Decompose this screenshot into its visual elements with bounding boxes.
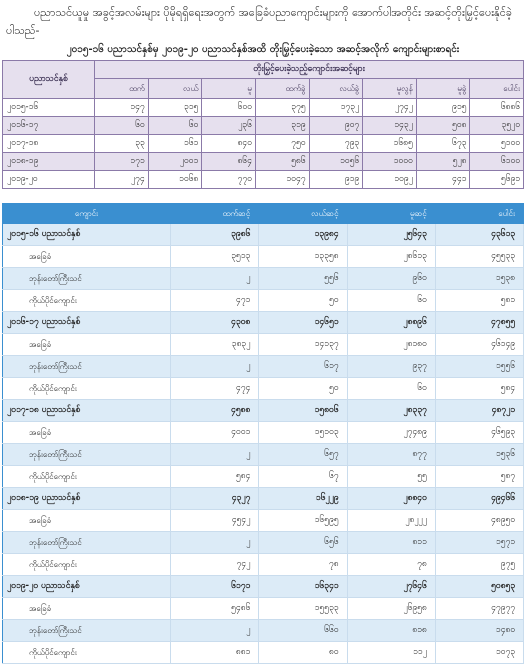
count-cell: ၅၈၆ [255, 153, 309, 171]
count-cell: ၄၅၄၂ [171, 510, 259, 532]
count-cell: ၁၄၃၂ [363, 117, 417, 135]
count-cell: ၁၀၅၆ [309, 153, 363, 171]
count-cell: ၉၃၇ [347, 356, 435, 378]
count-cell: ၁၀၇၃ [435, 642, 523, 664]
column-header: ကျောင်း [3, 204, 171, 224]
year-total-row [3, 576, 524, 598]
count-cell: ၄၈၉၅၀ [435, 510, 523, 532]
school-type-row [3, 642, 524, 664]
year-column-header: ပညာသင်နှစ် [3, 61, 95, 99]
total-cell: ၅၀၈၅၃ [435, 576, 523, 598]
count-cell: ၈၁၁ [347, 532, 435, 554]
count-cell: ၂ [171, 620, 259, 642]
count-cell: ၂၇၄၈၉ [347, 422, 435, 444]
year-cell: ၂၀၁၈-၁၉ [3, 153, 95, 171]
count-cell: ၇၅၀ [255, 135, 309, 153]
total-cell: ၁၃၉၈၄ [259, 224, 347, 246]
year-label: ၂၀၁၆-၁၇ ပညာသင်နှစ် [3, 312, 171, 334]
count-cell: ၁၃၃၅၈ [259, 246, 347, 268]
count-cell: ၁၅၅၆ [435, 356, 523, 378]
year-cell: ၂၀၁၉-၂၀ [3, 171, 95, 189]
count-cell: ၁၆၈၅ [363, 135, 417, 153]
count-cell: ၄၅၅၃၃ [435, 246, 523, 268]
column-header: ထက်ဆင့် [171, 204, 259, 224]
school-type-row [3, 246, 524, 268]
count-cell: ၁၆၅၉၅ [259, 510, 347, 532]
count-cell: ၃၅၁၃ [171, 246, 259, 268]
upgraded-schools-by-year-table [2, 60, 524, 189]
count-cell: ၂၃၆ [202, 117, 256, 135]
count-cell: ၂ [171, 444, 259, 466]
year-total-row [3, 400, 524, 422]
count-cell: ၂၈၁၈၀ [347, 334, 435, 356]
count-cell: ၁၀၆၈ [148, 171, 202, 189]
total-cell: ၄၇၈၅၅ [435, 312, 523, 334]
count-cell: ၁၄၇ [95, 99, 149, 117]
count-cell: ၇၇၀ [202, 171, 256, 189]
total-cell: ၂၇၆၄၆ [347, 576, 435, 598]
school-type-row [3, 444, 524, 466]
count-cell: ၇၉၃ [309, 135, 363, 153]
count-cell: ၈၆၄ [202, 153, 256, 171]
year-label: ၂၀၁၉-၂၀ ပညာသင်နှစ် [3, 576, 171, 598]
count-cell: ၄၇၄ [171, 378, 259, 400]
count-cell: ၂၇၄၂ [363, 99, 417, 117]
column-header: လယ်ဆင့် [259, 204, 347, 224]
count-cell: ၉၆၀ [347, 268, 435, 290]
year-label: ၂၀၁၇-၁၈ ပညာသင်နှစ် [3, 400, 171, 422]
school-type-row [3, 378, 524, 400]
count-cell: ၄၀၀၁ [171, 422, 259, 444]
year-cell: ၂၀၁၆-၁၇ [3, 117, 95, 135]
count-cell: ၃၁၅ [148, 99, 202, 117]
count-cell: ၆၇ [259, 466, 347, 488]
count-cell: ၁၀၉၂ [363, 171, 417, 189]
count-cell: ၂၆၉၅၈ [347, 598, 435, 620]
count-cell: ၅၈၄ [171, 466, 259, 488]
total-cell: ၄၉၄၆၆ [435, 488, 523, 510]
count-cell: ၆၀ [148, 117, 202, 135]
level-column-header: ထက်ခွဲ [255, 79, 309, 99]
count-cell: ၁၅၇၁ [435, 532, 523, 554]
count-cell: ၁၅၃၈ [435, 268, 523, 290]
level-column-header: လယ် [148, 79, 202, 99]
count-cell: ၁၁၂ [347, 642, 435, 664]
table1-caption: ၂၀၁၅-၁၆ ပညာသင်နှစ်မှ ၂၀၁၉-၂၀ ပညာသင်နှစ်အထိ တိုးမြှင့်ပေးခဲ့သော အဆင့်အလိုက် ကျောင်းများစာရင်း [66, 44, 460, 55]
count-cell: ၈၈၁ [171, 642, 259, 664]
count-cell: ၁၆၁ [148, 135, 202, 153]
count-cell: ၉၁၉ [309, 171, 363, 189]
column-header: ပေါင်း [435, 204, 523, 224]
school-type-row [3, 422, 524, 444]
level-column-header: မူခွဲ [416, 79, 470, 99]
school-type-row [3, 510, 524, 532]
count-cell: ၉၁၅ [416, 99, 470, 117]
count-cell: ၄၄၁ [416, 171, 470, 189]
count-cell: ၂၈၂၂၂ [347, 510, 435, 532]
count-cell: ၁၇၃၂ [309, 99, 363, 117]
count-cell: ၅၅၆ [259, 268, 347, 290]
count-cell: ၆၆၀ [259, 620, 347, 642]
count-cell: ၆၀ [347, 378, 435, 400]
count-cell: ၆၀ [95, 117, 149, 135]
count-cell: ၁၇၁ [95, 153, 149, 171]
total-cell: ၄၅၈၈ [171, 400, 259, 422]
count-cell: ၃၃ [95, 135, 149, 153]
count-cell: ၉၀၇ [309, 117, 363, 135]
school-type-label: ကိုယ်ပိုင်ကျောင်း [3, 290, 171, 312]
school-type-label: ကိုယ်ပိုင်ကျောင်း [3, 378, 171, 400]
year-cell: ၂၀၁၇-၁၈ [3, 135, 95, 153]
school-type-label: ဘုန်းတော်ကြီးသင် [3, 620, 171, 642]
school-type-row [3, 356, 524, 378]
table-row [3, 171, 524, 189]
count-cell: ၂ [171, 532, 259, 554]
count-cell: ၃၈၃၂ [171, 334, 259, 356]
count-cell: ၆၁၀၀ [470, 153, 524, 171]
count-cell: ၃၇၅ [255, 99, 309, 117]
count-cell: ၅၀ [259, 290, 347, 312]
count-cell: ၅၈၄ [435, 378, 523, 400]
count-cell: ၂ [171, 356, 259, 378]
total-cell: ၄၈၇၂၁ [435, 400, 523, 422]
count-cell: ၁၅၃၆ [435, 444, 523, 466]
count-cell: ၂၈၆၁၃ [347, 246, 435, 268]
total-cell: ၂၅၆၄၃ [347, 224, 435, 246]
count-cell: ၈၇၇ [347, 444, 435, 466]
school-type-row [3, 532, 524, 554]
school-type-label: အခြေခံ [3, 510, 171, 532]
year-total-row [3, 488, 524, 510]
count-cell: ၄၇၁ [171, 290, 259, 312]
intro-paragraph: ပညာသင်ယူမှု အခွင့်အလမ်းများ ပိုမိုရရှိရေးအတွက် အခြေခံပညာကျောင်းများကို အောက်ပါအတိုင်း အဆင့်တိုးမြှင့်ပေးနိုင်ခဲ့ပါသည်- [6, 6, 512, 37]
count-cell: ၈၀ [259, 642, 347, 664]
total-cell: ၁၆၂၂၉ [259, 488, 347, 510]
count-cell: ၁၅၁၀၃ [259, 422, 347, 444]
total-cell: ၂၈၈၉၆ [347, 312, 435, 334]
count-cell: ၆၀၀ [202, 99, 256, 117]
table-row [3, 153, 524, 171]
year-cell: ၂၀၁၅-၁၆ [3, 99, 95, 117]
school-type-label: ဘုန်းတော်ကြီးသင် [3, 532, 171, 554]
school-type-label: ဘုန်းတော်ကြီးသင် [3, 444, 171, 466]
school-type-row [3, 620, 524, 642]
school-type-label: အခြေခံ [3, 334, 171, 356]
year-total-row [3, 224, 524, 246]
total-cell: ၄၃၀၈ [171, 312, 259, 334]
table-row [3, 99, 524, 117]
school-type-row [3, 466, 524, 488]
total-cell: ၆၁၇၁ [171, 576, 259, 598]
count-cell: ၅၆၉၁ [470, 171, 524, 189]
school-type-label: ဘုန်းတော်ကြီးသင် [3, 356, 171, 378]
school-levels-group-header: တိုးမြှင့်ပေးခဲ့သည့်ကျောင်းအဆင့်များ [95, 61, 524, 79]
count-cell: ၆၈၈၆ [470, 99, 524, 117]
count-cell: ၃၅၂၀ [470, 117, 524, 135]
count-cell: ၂၇၄ [95, 171, 149, 189]
total-cell: ၂၈၃၃၇ [347, 400, 435, 422]
school-type-label: အခြေခံ [3, 422, 171, 444]
count-cell: ၆၁၇ [259, 356, 347, 378]
table-row [3, 117, 524, 135]
count-cell: ၇၄၂ [171, 554, 259, 576]
count-cell: ၂ [171, 268, 259, 290]
school-type-label: အခြေခံ [3, 598, 171, 620]
total-cell: ၁၅၈၀၆ [259, 400, 347, 422]
year-label: ၂၀၁၈-၁၉ ပညာသင်နှစ် [3, 488, 171, 510]
total-cell: ၄၃၆၁၃ [435, 224, 523, 246]
count-cell: ၆၅၇ [259, 444, 347, 466]
school-type-label: ကိုယ်ပိုင်ကျောင်း [3, 554, 171, 576]
count-cell: ၁၅၅၃၃ [259, 598, 347, 620]
count-cell: ၅၀၈ [416, 117, 470, 135]
count-cell: ၁၄၈၀ [435, 620, 523, 642]
level-column-header: မူ [202, 79, 256, 99]
count-cell: ၄၇၉၇၇ [435, 598, 523, 620]
school-type-label: ကိုယ်ပိုင်ကျောင်း [3, 642, 171, 664]
school-type-row [3, 334, 524, 356]
count-cell: ၆၅၆ [259, 532, 347, 554]
total-cell: ၂၈၈၄၀ [347, 488, 435, 510]
count-cell: ၉၇၅ [435, 554, 523, 576]
count-cell: ၅၄၈၆ [171, 598, 259, 620]
count-cell: ၂၀၀၁ [148, 153, 202, 171]
count-cell: ၄၆၅၉၃ [435, 422, 523, 444]
school-type-row [3, 554, 524, 576]
count-cell: ၁၀၀၀ [363, 153, 417, 171]
total-cell: ၃၉၈၆ [171, 224, 259, 246]
count-cell: ၅၂၈ [416, 153, 470, 171]
column-header: မူဆင့် [347, 204, 435, 224]
school-type-row [3, 268, 524, 290]
count-cell: ၅၅ [347, 466, 435, 488]
table-row [3, 135, 524, 153]
school-type-label: ဘုန်းတော်ကြီးသင် [3, 268, 171, 290]
count-cell: ၄၆၁၄၉ [435, 334, 523, 356]
level-column-header: လယ်ခွဲ [309, 79, 363, 99]
school-type-label: ကိုယ်ပိုင်ကျောင်း [3, 466, 171, 488]
level-column-header: ထက် [95, 79, 149, 99]
count-cell: ၆၇၃ [416, 135, 470, 153]
school-type-label: အခြေခံ [3, 246, 171, 268]
count-cell: ၈၄၀ [202, 135, 256, 153]
total-cell: ၁၄၆၅၁ [259, 312, 347, 334]
count-cell: ၅၁၀၀ [470, 135, 524, 153]
level-column-header: မူလွန် [363, 79, 417, 99]
count-cell: ၅၈၇ [435, 466, 523, 488]
count-cell: ၁၀၄၇ [255, 171, 309, 189]
count-cell: ၇၈ [347, 554, 435, 576]
year-total-row [3, 312, 524, 334]
count-cell: ၁၄၁၃၇ [259, 334, 347, 356]
count-cell: ၅၀ [259, 378, 347, 400]
total-cell: ၁၆၃၄၁ [259, 576, 347, 598]
count-cell: ၃၁၉ [255, 117, 309, 135]
school-type-row [3, 290, 524, 312]
count-cell: ၅၈၁ [435, 290, 523, 312]
school-type-row [3, 598, 524, 620]
year-label: ၂၀၁၅-၁၆ ပညာသင်နှစ် [3, 224, 171, 246]
total-cell: ၄၃၂၇ [171, 488, 259, 510]
count-cell: ၇၈ [259, 554, 347, 576]
count-cell: ၆၀ [347, 290, 435, 312]
count-cell: ၈၁၈ [347, 620, 435, 642]
schools-by-year-type-table [2, 203, 524, 664]
level-column-header: ပေါင်း [470, 79, 524, 99]
